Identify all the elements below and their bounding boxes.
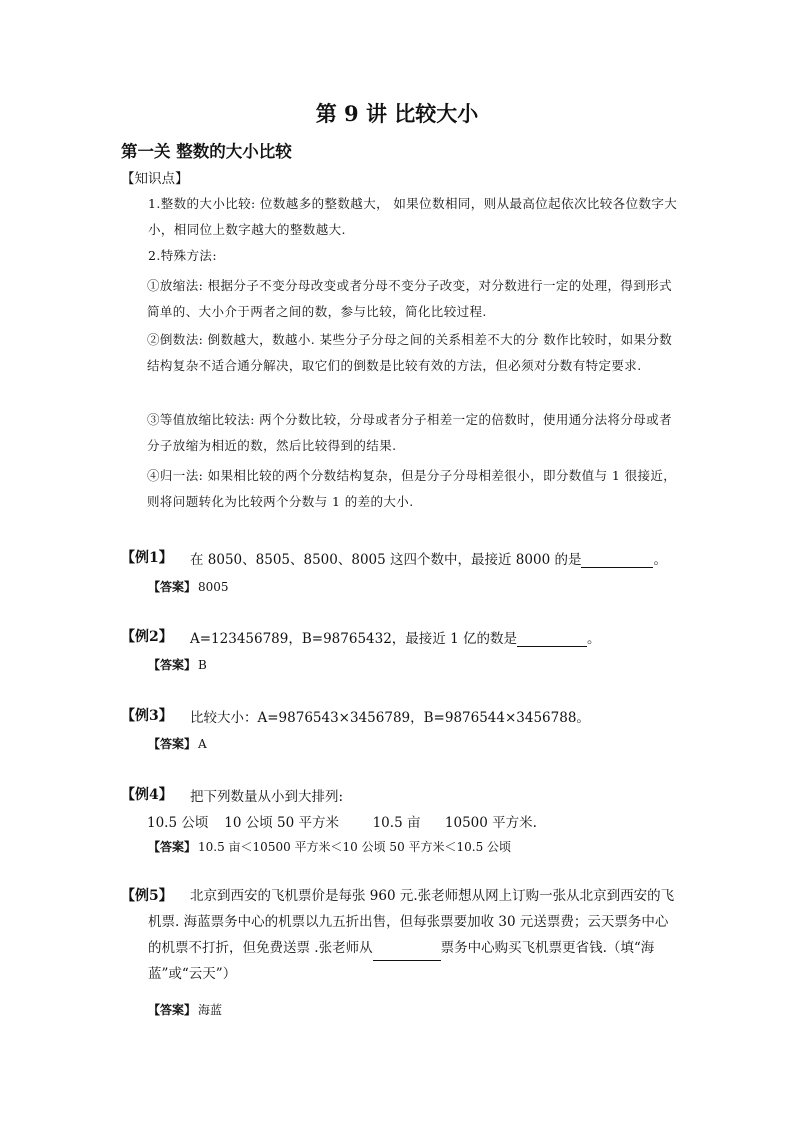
section-title: 第一关 整数的大小比较 [121, 142, 292, 161]
example-5-text: 北京到西安的飞机票价是每张 960 元.张老师想从网上订购一张从北京到西安的飞机票. 海蓝票务中心的机票以九五折出售，但每张票要加收 30 元送票费；云天票务中心的机票不打折，但免费送票 .张老师从 票务中心购买飞机票更省钱.（填“海蓝”或“云天”） [148, 888, 675, 982]
example-3-answer: 【答案】 A [148, 737, 207, 751]
example-4-answer: 【答案】 10.5 亩＜10500 平方米＜10 公顷 50 平方米＜10.5 公顷 [148, 840, 512, 854]
knowledge-p6: ④归一法: 如果相比较的两个分数结构复杂，但是分子分母相差很小，即分数值与 1 很接近，则将问题转化为比较两个分数与 1 的差的大小. [147, 468, 677, 509]
list-item: 10500 平方米. [444, 815, 537, 831]
knowledge-p4: ②倒数法: 倒数越大，数越小. 某些分子分母之间的关系相差不大的分 数作比较时，如果分数结构复杂不适合通分解决，取它们的倒数是比较有效的方法，但必须对分数有特定要求. [147, 332, 673, 373]
knowledge-p5: ③等值放缩比较法: 两个分数比较，分母或者分子相差一定的倍数时，使用通分法将分母或者分子放缩为相近的数，然后比较得到的结果. [147, 412, 672, 453]
example-4-label: 【例4】 [121, 787, 173, 803]
answer-blank [517, 632, 587, 647]
knowledge-p1: 1.整数的大小比较: 位数越多的整数越大， 如果位数相同，则从最高位起依次比较各位数字大小，相同位上数字越大的整数越大. [148, 196, 678, 237]
example-3-text: 比较大小：A=9876543×3456789，B=9876544×3456788。 [190, 710, 590, 726]
example-2-label: 【例2】 [121, 629, 173, 645]
example-1-label: 【例1】 [121, 550, 173, 566]
example-4-items [147, 811, 537, 831]
example-3-label: 【例3】 [121, 708, 173, 724]
list-item: 10 公顷 50 平方米 [224, 815, 340, 831]
list-item: 10.5 公顷 [147, 815, 209, 831]
knowledge-p2: 2.特殊方法: [148, 248, 217, 263]
example-2-text: A=123456789，B=98765432，最接近 1 亿的数是 。 [190, 631, 601, 647]
page-title: 第 9 讲 比较大小 [315, 101, 479, 126]
example-2-answer: 【答案】 B [148, 658, 207, 672]
answer-blank [373, 946, 441, 961]
example-5-label: 【例5】 [121, 888, 173, 904]
knowledge-label: 【知识点】 [121, 171, 189, 187]
knowledge-p3: ①放缩法: 根据分子不变分母改变或者分母不变分子改变，对分数进行一定的处理，得到形式简单的、大小介于两者之间的数，参与比较，简化比较过程. [147, 278, 672, 319]
example-4-text: 把下列数量从小到大排列: [190, 789, 344, 805]
example-1-answer: 【答案】 8005 [148, 580, 229, 594]
example-5-answer: 【答案】 海蓝 [148, 1003, 223, 1017]
answer-blank [581, 553, 653, 568]
example-1-text: 在 8050、8505、8500、8005 这四个数中，最接近 8000 的是 。 [190, 552, 667, 568]
list-item: 10.5 亩 [372, 815, 421, 831]
